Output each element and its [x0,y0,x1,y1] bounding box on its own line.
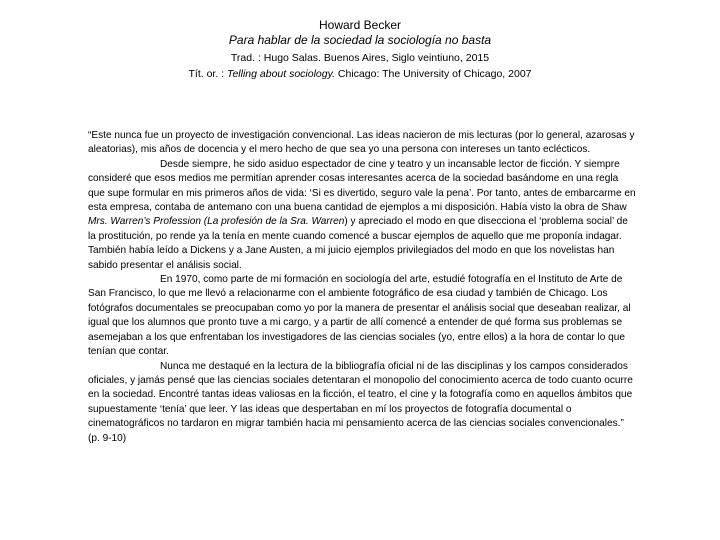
original-prefix: Tít. or. : [188,68,227,80]
play-title: Mrs. Warren’s Profession (La profesión de la Sra. Warren [88,216,345,228]
paragraph-3: En 1970, como parte de mi formación en sociología del arte, estudié fotografía en el Instituto de Arte de San Francisco, lo que me llevó a relacionarme con el ambiente fotográfico de esa ciudad y también de Chicago. Los fotógrafos documentales se preocupaban como yo por la manera de presentar el análisis social que deseaban realizar, al igual que los alumnos que pronto tuve a mi cargo, y a partir de allí comencé a entender de qué forma sus problemas se asemejaban a los que enfrentaban los investigadores de las ciencias sociales (yo, entre ellos) a la hora de contar lo que tenían que contar. [88,274,631,358]
original-title: Telling about sociology. [227,68,335,80]
paragraph-2-text-a: Desde siempre, he sido asiduo espectador de cine y teatro y un incansable lector de ficción. Y siempre consideré que esos medios me permitían aprender cosas interesantes acerca de la sociedad basándome en una regla que supe formular en mis primeros años de vida: ‘Si es divertido, seguro vale la pena’. Por tanto, antes de embarcarme en esta empresa, contaba de antemano con una buena cantidad de ejemplos a mi disposición. Había visto la obra de Shaw [88,158,636,214]
quote-body [88,129,636,446]
paragraph-1: “Este nunca fue un proyecto de investigación convencional. Las ideas nacieron de mis lecturas (por lo general, azarosas y aleatorias), mis años de docencia y el mero hecho de que sea yo una persona con intereses un tanto eclécticos. [88,130,635,156]
author-name: Howard Becker [318,18,402,32]
paragraph-2-text-b: ) y apreciado el modo en que disecciona el ‘problema social’ de la prostitución, po rende ya la tenía en mente cuando comencé a buscar ejemplos de aquello que me proponía indagar. También había leído a Dickens y a Jane Austen, a mi juicio ejemplos privilegiados del modo en que los novelistas han sabido presentar el análisis social. [88,216,628,271]
book-title: Para hablar de la sociedad la sociología no basta [228,33,492,47]
translation-info: Trad. : Hugo Salas. Buenos Aires, Siglo veintiuno, 2015 [230,52,490,64]
citation-header [0,18,720,81]
paragraph-4: Nunca me destaqué en la lectura de la bibliografía oficial ni de las disciplinas y los campos considerados oficiales, y jamás pensé que las ciencias sociales detentaran el monopolio del conocimiento acerca de todo cuanto ocurre en la sociedad. Encontré tantas ideas valiosas en la ficción, el teatro, el cine y la fotografía como en aquellos ámbitos que supuestamente ‘tenía’ que leer. Y las ideas que despertaban en mí los proyectos de fotografía documental o cinematográficos no tardaron en migrar también hacia mi pensamiento acerca de las ciencias sociales convencionales.” (p. 9-10) [88,360,633,444]
paragraph-2 [88,158,636,273]
original-publisher: Chicago: The University of Chicago, 2007 [335,68,532,80]
original-title-info [0,67,720,81]
